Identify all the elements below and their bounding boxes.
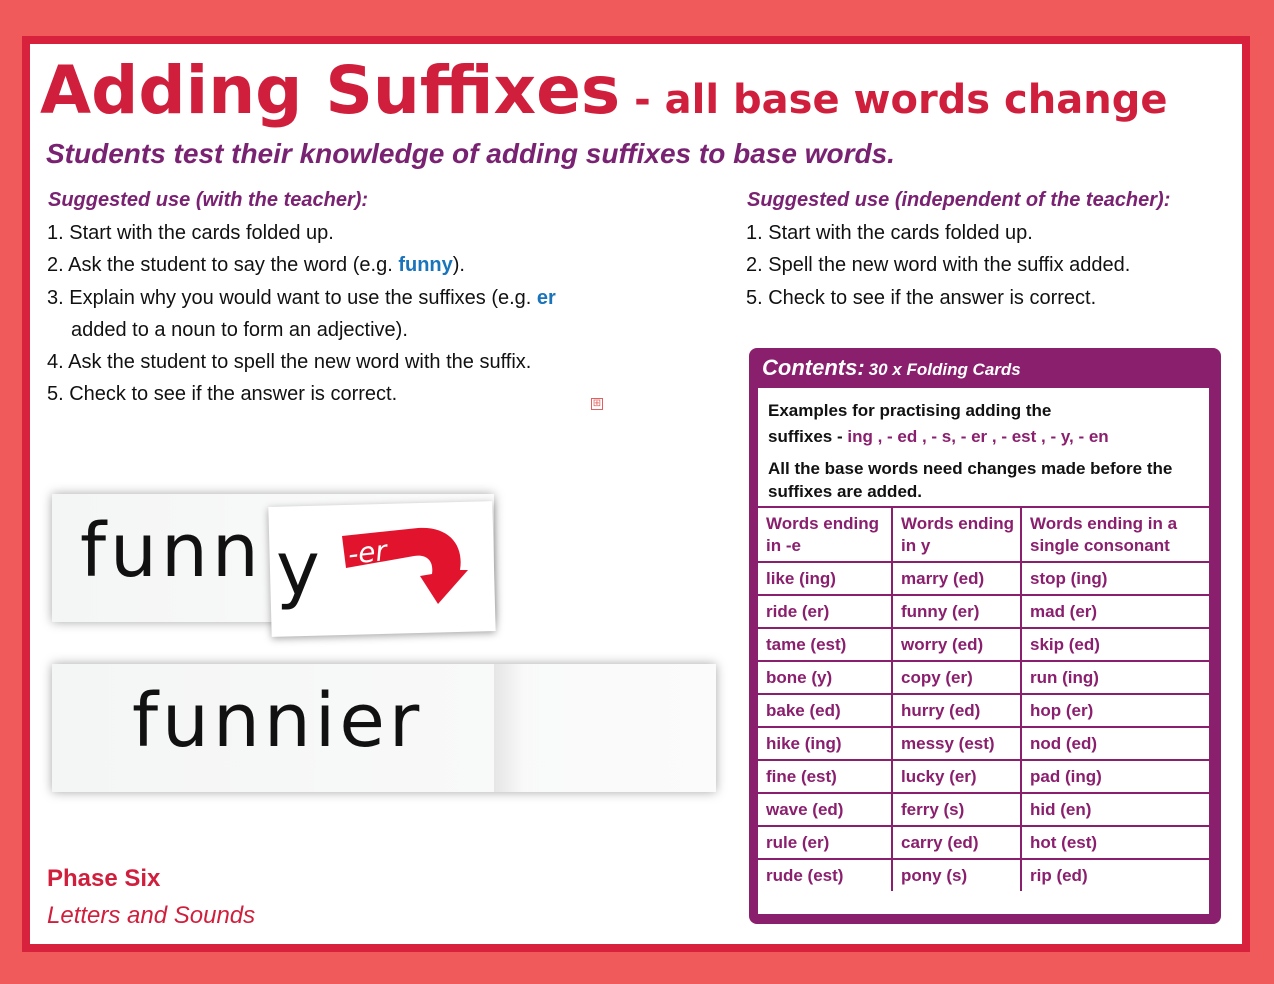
- table-cell: nod (ed): [1021, 727, 1209, 760]
- column-header: Words ending in a single consonant: [1021, 507, 1209, 562]
- table-cell: copy (er): [892, 661, 1021, 694]
- table-cell: hike (ing): [758, 727, 892, 760]
- result-word: funnier: [132, 678, 424, 764]
- independent-step-2: 2. Spell the new word with the suffix added.: [746, 254, 1131, 277]
- teacher-step-1: 1. Start with the cards folded up.: [47, 222, 334, 244]
- table-cell: worry (ed): [892, 628, 1021, 661]
- examples-prefix: suffixes -: [768, 427, 848, 446]
- contents-count: 30 x Folding Cards: [868, 360, 1021, 379]
- column-header: Words ending in -e: [758, 507, 892, 562]
- title-sub: - all base words change: [634, 77, 1168, 123]
- teacher-step-3-cont: added to a noun to form an adjective).: [71, 318, 408, 341]
- phase-label: Phase Six: [47, 865, 161, 892]
- teacher-step-2: [47, 249, 556, 281]
- independent-steps: [746, 217, 1130, 314]
- suffix-list: ing , - ed , - s, - er , - est , - y, - en: [847, 427, 1109, 446]
- examples-line-2: [768, 424, 1109, 450]
- page-subtitle: Students test their knowledge of adding suffixes to base words.: [46, 138, 895, 169]
- card-fold-shadow: [494, 664, 524, 792]
- independent-heading: Suggested use (independent of the teacher):: [747, 189, 1171, 211]
- teacher-step-4: 4. Ask the student to spell the new word with the suffix.: [47, 351, 532, 374]
- table-cell: pony (s): [892, 859, 1021, 891]
- table-cell: hurry (ed): [892, 694, 1021, 727]
- table-row: [758, 595, 1209, 628]
- title-main: Adding Suffixes: [40, 52, 621, 129]
- table-cell: wave (ed): [758, 793, 892, 826]
- table-row: [758, 760, 1209, 793]
- independent-step-3: 5. Check to see if the answer is correct.: [746, 286, 1097, 309]
- table-cell: skip (ed): [1021, 628, 1209, 661]
- teacher-step-5: 5. Check to see if the answer is correct.: [47, 383, 398, 406]
- page-title: [40, 52, 1167, 129]
- table-cell: tame (est): [758, 628, 892, 661]
- contents-heading: Contents:: [762, 355, 865, 380]
- table-cell: mad (er): [1021, 595, 1209, 628]
- teacher-steps: [47, 217, 556, 411]
- table-cell: lucky (er): [892, 760, 1021, 793]
- table-cell: hid (en): [1021, 793, 1209, 826]
- table-row: [758, 661, 1209, 694]
- table-cell: bone (y): [758, 661, 892, 694]
- table-cell: rule (er): [758, 826, 892, 859]
- table-cell: messy (est): [892, 727, 1021, 760]
- card-suffix-label: -er: [346, 534, 389, 571]
- table-cell: fine (est): [758, 760, 892, 793]
- table-cell: carry (ed): [892, 826, 1021, 859]
- independent-step-1: 1. Start with the cards folded up.: [746, 222, 1033, 244]
- teacher-step-3-text: 3. Explain why you would want to use the suffixes (e.g.: [47, 286, 537, 309]
- contents-note: All the base words need changes made before the suffixes are added.: [768, 459, 1173, 501]
- table-cell: bake (ed): [758, 694, 892, 727]
- table-row: [758, 694, 1209, 727]
- table-row: [758, 793, 1209, 826]
- expand-marker-icon: ⊞: [592, 398, 602, 409]
- series-label: Letters and Sounds: [47, 902, 256, 929]
- teacher-step-2-end: ).: [452, 254, 465, 277]
- word-table: [758, 506, 1209, 891]
- table-cell: ride (er): [758, 595, 892, 628]
- table-cell: pad (ing): [1021, 760, 1209, 793]
- table-cell: marry (ed): [892, 562, 1021, 595]
- contents-title: [762, 355, 1021, 381]
- table-cell: rude (est): [758, 859, 892, 891]
- table-row: [758, 859, 1209, 891]
- table-cell: stop (ing): [1021, 562, 1209, 595]
- table-cell: like (ing): [758, 562, 892, 595]
- examples-line-1: Examples for practising adding the: [768, 401, 1052, 420]
- example-word-funny: funny: [398, 254, 453, 277]
- table-header-row: [758, 507, 1209, 562]
- teacher-step-3: [47, 282, 556, 314]
- table-cell: rip (ed): [1021, 859, 1209, 891]
- table-cell: run (ing): [1021, 661, 1209, 694]
- teacher-step-2-text: 2. Ask the student to say the word (e.g.: [47, 254, 399, 277]
- example-suffix-er: er: [536, 286, 556, 309]
- table-row: [758, 628, 1209, 661]
- table-cell: hot (est): [1021, 826, 1209, 859]
- table-row: [758, 562, 1209, 595]
- table-cell: funny (er): [892, 595, 1021, 628]
- column-header: Words ending in y: [892, 507, 1021, 562]
- teacher-heading: Suggested use (with the teacher):: [48, 189, 369, 211]
- card-base-word: funn: [80, 508, 263, 594]
- contents-examples: [768, 398, 1109, 450]
- table-row: [758, 727, 1209, 760]
- table-row: [758, 826, 1209, 859]
- table-cell: ferry (s): [892, 793, 1021, 826]
- table-cell: hop (er): [1021, 694, 1209, 727]
- card-flap-letter: y: [276, 526, 324, 612]
